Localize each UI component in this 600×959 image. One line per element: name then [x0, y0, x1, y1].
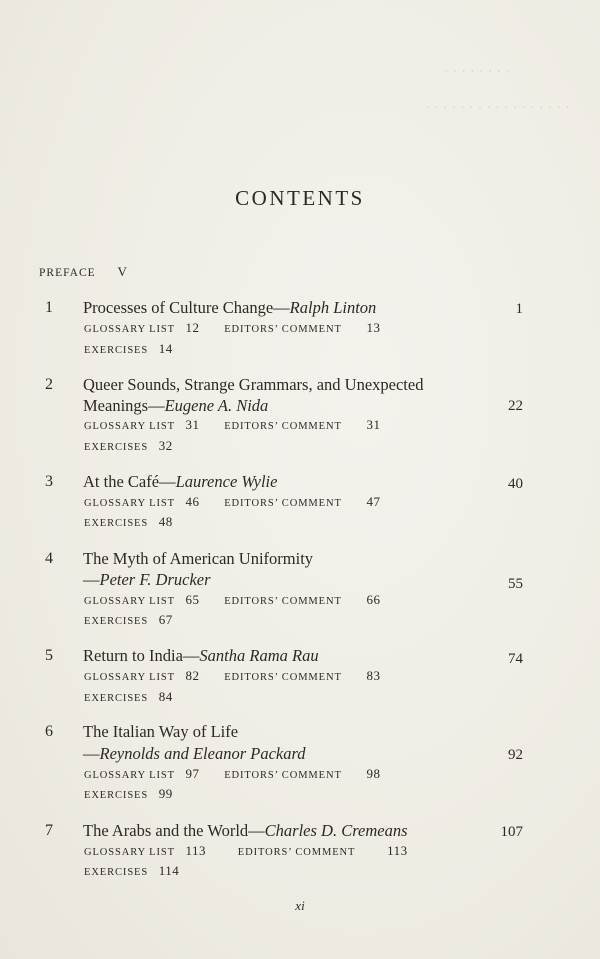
- chapter-page: 40: [508, 476, 523, 492]
- glossary-page: 65: [185, 592, 200, 607]
- editors-comment-label: EDITORS’ COMMENT: [224, 672, 342, 683]
- chapter-page: 74: [508, 651, 523, 667]
- glossary-page: 97: [185, 766, 200, 781]
- chapter-author: Peter F. Drucker: [99, 570, 211, 589]
- glossary-page: 12: [185, 320, 200, 335]
- exercises-line: [84, 514, 173, 530]
- glossary-page: 113: [185, 843, 207, 858]
- chapter-author: Laurence Wylie: [175, 472, 278, 491]
- chapter-title: The Italian Way of Life: [83, 722, 239, 741]
- chapter-title-line: [83, 298, 376, 318]
- chapter-author: Santha Rama Rau: [199, 646, 319, 665]
- glossary-page: 82: [185, 668, 200, 683]
- exercises-line: [84, 689, 173, 705]
- chapter-number: 1: [45, 299, 53, 316]
- exercises-label: EXERCISES: [84, 345, 149, 356]
- glossary-label: GLOSSARY LIST: [84, 847, 175, 858]
- exercises-label: EXERCISES: [84, 693, 149, 704]
- page-title: CONTENTS: [235, 186, 365, 210]
- chapter-title-cont: Meanings: [83, 396, 149, 415]
- page-folio: xi: [295, 898, 305, 913]
- glossary-editors-line: [84, 843, 408, 859]
- chapter-number: 7: [45, 822, 53, 839]
- bleed-through-text: · · · · · · · ·: [443, 64, 510, 80]
- dash: —: [248, 821, 265, 840]
- editors-comment-page: 98: [366, 766, 381, 781]
- editors-comment-page: 47: [366, 494, 381, 509]
- editors-comment-label: EDITORS’ COMMENT: [224, 596, 342, 607]
- exercises-line: [84, 786, 173, 802]
- dash: —: [159, 472, 176, 491]
- chapter-title: Processes of Culture Change: [83, 298, 274, 317]
- chapter-title: The Arabs and the World: [83, 821, 249, 840]
- glossary-label: GLOSSARY LIST: [84, 672, 175, 683]
- chapter-title: The Myth of American Uniformity: [83, 549, 314, 568]
- preface-label: PREFACE: [39, 267, 96, 279]
- dash: —: [182, 646, 200, 665]
- glossary-page: 31: [185, 417, 200, 432]
- editors-comment-label: EDITORS’ COMMENT: [224, 498, 342, 509]
- exercises-label: EXERCISES: [84, 616, 149, 627]
- chapter-title-line-2: [83, 570, 211, 590]
- chapter-author: Ralph Linton: [289, 298, 377, 317]
- chapter-title-line-2: [83, 744, 306, 764]
- glossary-label: GLOSSARY LIST: [84, 421, 175, 432]
- editors-comment-page: 31: [366, 417, 381, 432]
- exercises-page: 67: [158, 612, 173, 627]
- chapter-page: 92: [508, 747, 523, 763]
- bleed-through-text: · · · · · · · · · · · · · · · · ·: [425, 100, 570, 116]
- editors-comment-label: EDITORS’ COMMENT: [224, 324, 342, 335]
- chapter-title-line-2: [83, 396, 268, 416]
- editors-comment-label: EDITORS’ COMMENT: [237, 847, 356, 858]
- chapter-number: 4: [45, 550, 53, 567]
- exercises-page: 99: [158, 786, 173, 801]
- glossary-editors-line: [84, 494, 380, 510]
- dash: —: [83, 570, 100, 589]
- exercises-line: [84, 863, 179, 879]
- chapter-title-line: [83, 646, 319, 666]
- exercises-page: 114: [158, 863, 180, 878]
- glossary-label: GLOSSARY LIST: [84, 596, 175, 607]
- editors-comment-page: 83: [366, 668, 381, 683]
- glossary-editors-line: [84, 668, 380, 684]
- glossary-editors-line: [84, 417, 380, 433]
- editors-comment-label: EDITORS’ COMMENT: [224, 421, 342, 432]
- exercises-label: EXERCISES: [84, 518, 149, 529]
- glossary-editors-line: [84, 320, 380, 336]
- exercises-line: [84, 341, 173, 357]
- glossary-editors-line: [84, 766, 380, 782]
- chapter-author: Charles D. Cremeans: [264, 821, 408, 840]
- glossary-editors-line: [84, 592, 380, 608]
- exercises-page: 32: [158, 438, 173, 453]
- chapter-page: 1: [515, 301, 523, 317]
- exercises-label: EXERCISES: [84, 442, 149, 453]
- chapter-page: 22: [508, 398, 523, 414]
- dash: —: [273, 298, 290, 317]
- chapter-title-line: [83, 375, 423, 395]
- chapter-author: Reynolds and Eleanor Packard: [99, 744, 306, 763]
- exercises-page: 14: [158, 341, 173, 356]
- editors-comment-page: 66: [366, 592, 381, 607]
- chapter-number: 3: [45, 473, 53, 490]
- glossary-label: GLOSSARY LIST: [84, 324, 175, 335]
- glossary-label: GLOSSARY LIST: [84, 770, 175, 781]
- editors-comment-page: 13: [366, 320, 381, 335]
- chapter-page: 107: [500, 824, 523, 840]
- preface-page: V: [117, 264, 128, 279]
- editors-comment-page: 113: [387, 843, 408, 858]
- chapter-title-line: [83, 472, 277, 492]
- chapter-title-line: [83, 821, 408, 841]
- chapter-title-line: [83, 549, 313, 569]
- exercises-label: EXERCISES: [84, 867, 149, 878]
- glossary-label: GLOSSARY LIST: [84, 498, 175, 509]
- dash: —: [83, 744, 100, 763]
- exercises-line: [84, 438, 173, 454]
- chapter-number: 6: [45, 723, 53, 740]
- preface-entry: [39, 264, 128, 280]
- exercises-page: 84: [158, 689, 173, 704]
- chapter-number: 5: [45, 647, 53, 664]
- editors-comment-label: EDITORS’ COMMENT: [224, 770, 342, 781]
- dash: —: [148, 396, 165, 415]
- chapter-title: At the Café: [83, 472, 160, 491]
- chapter-number: 2: [45, 376, 53, 393]
- glossary-page: 46: [185, 494, 200, 509]
- exercises-line: [84, 612, 173, 628]
- chapter-page: 55: [508, 576, 523, 592]
- exercises-page: 48: [158, 514, 173, 529]
- chapter-title: Return to India: [83, 646, 183, 665]
- chapter-title-line: [83, 722, 238, 742]
- exercises-label: EXERCISES: [84, 790, 149, 801]
- chapter-author: Eugene A. Nida: [164, 396, 269, 415]
- chapter-title: Queer Sounds, Strange Grammars, and Unexpected: [83, 375, 424, 394]
